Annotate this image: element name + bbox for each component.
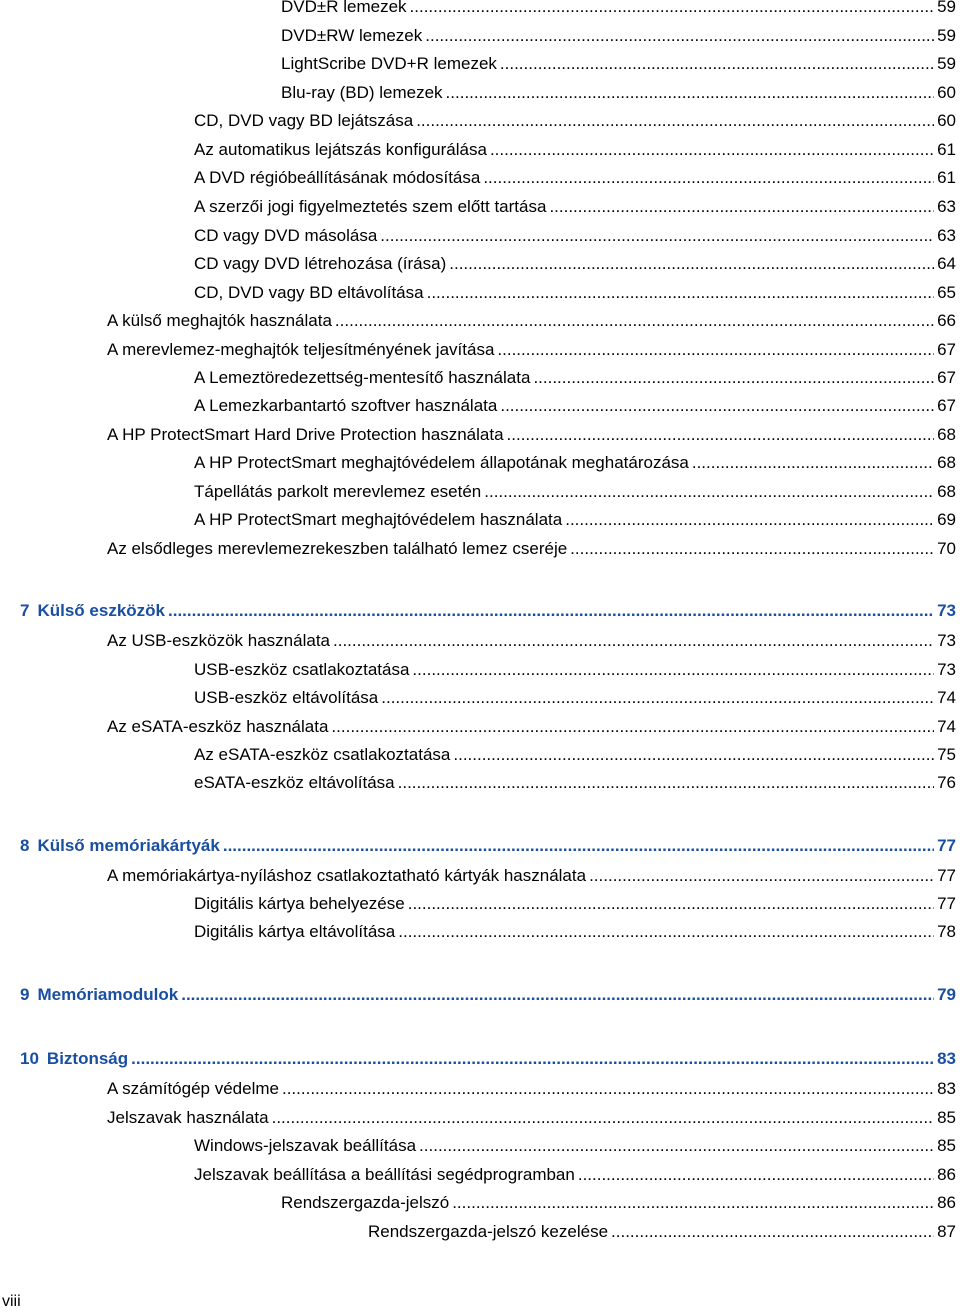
toc-entry-page: 77 (937, 894, 956, 913)
toc-chapter-name: Külső eszközök (37, 601, 166, 620)
toc-entry-title: CD, DVD vagy BD lejátszása (194, 111, 414, 130)
toc-entry[interactable] (281, 52, 956, 76)
toc-entry-title: USB-eszköz eltávolítása (194, 688, 379, 707)
toc-leader-dots (453, 743, 934, 767)
toc-entry[interactable] (107, 537, 956, 561)
toc-entry-title: eSATA-eszköz eltávolítása (194, 773, 395, 792)
footer-page-number: viii (2, 1293, 21, 1310)
toc-entry[interactable] (194, 224, 956, 248)
toc-entry-title: LightScribe DVD+R lemezek (281, 54, 497, 73)
toc-entry-title: Az automatikus lejátszás konfigurálása (194, 140, 487, 159)
toc-entry[interactable] (194, 480, 956, 504)
toc-entry-page: 75 (937, 745, 956, 764)
toc-entry-page: 78 (937, 922, 956, 941)
toc-leader-dots (589, 864, 934, 888)
toc-entry-page: 73 (937, 631, 956, 650)
toc-leader-dots (549, 195, 934, 219)
toc-leader-dots (380, 224, 934, 248)
toc-leader-dots (533, 366, 934, 390)
toc-leader-dots (449, 252, 934, 276)
toc-chapter-page: 73 (937, 601, 956, 620)
toc-entry-page: 60 (937, 83, 956, 102)
toc-entry-title: A HP ProtectSmart meghajtóvédelem használata (194, 510, 563, 529)
toc-entry-page: 67 (937, 340, 956, 359)
toc-chapter-title (20, 834, 220, 858)
toc-entry-title: A külső meghajtók használata (107, 311, 332, 330)
toc-entry-page: 76 (937, 773, 956, 792)
toc-chapter-page: 83 (937, 1049, 956, 1068)
toc-leader-dots (131, 1047, 934, 1071)
toc-entry-title: CD vagy DVD létrehozása (írása) (194, 254, 447, 273)
toc-entry-title: A DVD régióbeállításának módosítása (194, 168, 481, 187)
toc-entry-page: 61 (937, 140, 956, 159)
toc-leader-dots (490, 138, 934, 162)
toc-entry-page: 67 (937, 396, 956, 415)
toc-chapter-page: 77 (937, 836, 956, 855)
toc-leader-dots (282, 1077, 934, 1101)
toc-entry[interactable] (194, 743, 956, 767)
toc-entry[interactable] (368, 1220, 956, 1244)
toc-entry-page: 86 (937, 1165, 956, 1184)
toc-entry-title: Blu-ray (BD) lemezek (281, 83, 443, 102)
toc-chapter-number: 7 (20, 601, 30, 620)
toc-entry[interactable] (194, 508, 956, 532)
toc-entry-title: A Lemezkarbantartó szoftver használata (194, 396, 498, 415)
toc-entry-title: DVD±RW lemezek (281, 26, 423, 45)
toc-chapter-title (20, 1047, 128, 1071)
toc-entry[interactable] (107, 1106, 956, 1130)
toc-chapter-number: 8 (20, 836, 30, 855)
toc-leader-dots (412, 658, 934, 682)
toc-entry[interactable] (107, 629, 956, 653)
toc-entry-page: 66 (937, 311, 956, 330)
toc-leader-dots (692, 451, 934, 475)
toc-leader-dots (484, 480, 934, 504)
toc-entry-title: A HP ProtectSmart meghajtóvédelem állapotának meghatározása (194, 453, 689, 472)
toc-chapter-name: Memóriamodulok (37, 985, 179, 1004)
toc-entry[interactable] (194, 451, 956, 475)
toc-chapter[interactable] (20, 834, 956, 858)
toc-entry-title: Rendszergazda-jelszó kezelése (368, 1222, 609, 1241)
toc-entry[interactable] (194, 366, 956, 390)
toc-entry-page: 69 (937, 510, 956, 529)
toc-chapter-name: Külső memóriakártyák (37, 836, 220, 855)
toc-entry[interactable] (194, 394, 956, 418)
toc-leader-dots (398, 771, 934, 795)
toc-entry-page: 59 (937, 54, 956, 73)
toc-leader-dots (500, 394, 934, 418)
toc-leader-dots (416, 109, 934, 133)
toc-entry-title: Tápellátás parkolt merevlemez esetén (194, 482, 482, 501)
toc-leader-dots (333, 629, 934, 653)
toc-leader-dots (497, 338, 934, 362)
toc-leader-dots (452, 1191, 934, 1215)
toc-entry-page: 70 (937, 539, 956, 558)
toc-entry-page: 83 (937, 1079, 956, 1098)
toc-leader-dots (223, 834, 934, 858)
toc-entry-title: Jelszavak beállítása a beállítási segédprogramban (194, 1165, 575, 1184)
toc-entry-title: A merevlemez-meghajtók teljesítményének javítása (107, 340, 495, 359)
toc-leader-dots (507, 423, 935, 447)
toc-entry-title: Rendszergazda-jelszó (281, 1193, 450, 1212)
toc-entry-page: 67 (937, 368, 956, 387)
toc-entry-page: 74 (937, 688, 956, 707)
toc-entry-page: 87 (937, 1222, 956, 1241)
toc-leader-dots (168, 599, 934, 623)
toc-entry-page: 68 (937, 425, 956, 444)
toc-entry[interactable] (194, 892, 956, 916)
toc-entry[interactable] (281, 24, 956, 48)
toc-chapter[interactable] (20, 1047, 956, 1071)
toc-entry-page: 77 (937, 866, 956, 885)
toc-entry[interactable] (107, 338, 956, 362)
toc-entry-page: 73 (937, 660, 956, 679)
toc-leader-dots (408, 892, 934, 916)
toc-entry[interactable] (194, 1134, 956, 1158)
toc-entry-title: A szerzői jogi figyelmeztetés szem előtt tartása (194, 197, 547, 216)
toc-leader-dots (425, 24, 934, 48)
toc-chapter-page: 79 (937, 985, 956, 1004)
toc-chapter[interactable] (20, 599, 956, 623)
toc-chapter[interactable] (20, 983, 956, 1007)
toc-entry-title: Digitális kártya eltávolítása (194, 922, 396, 941)
toc-entry-title: CD vagy DVD másolása (194, 226, 378, 245)
toc-entry-title: DVD±R lemezek (281, 0, 407, 16)
toc-leader-dots (427, 281, 934, 305)
toc-entry-page: 86 (937, 1193, 956, 1212)
toc-leader-dots (483, 166, 934, 190)
toc-entry-page: 61 (937, 168, 956, 187)
toc-entry-page: 60 (937, 111, 956, 130)
toc-leader-dots (578, 1163, 934, 1187)
toc-entry-page: 74 (937, 717, 956, 736)
toc-entry-title: A memóriakártya-nyíláshoz csatlakoztatható kártyák használata (107, 866, 587, 885)
toc-chapter-title (20, 983, 178, 1007)
toc-leader-dots (419, 1134, 934, 1158)
toc-entry-title: Az USB-eszközök használata (107, 631, 330, 650)
toc-entry-title: CD, DVD vagy BD eltávolítása (194, 283, 424, 302)
toc-chapter-title (20, 599, 165, 623)
toc-entry-page: 68 (937, 482, 956, 501)
toc-entry-title: USB-eszköz csatlakoztatása (194, 660, 410, 679)
toc-leader-dots (335, 309, 934, 333)
toc-entry-page: 59 (937, 26, 956, 45)
toc-entry-page: 63 (937, 226, 956, 245)
toc-entry-title: A Lemeztöredezettség-mentesítő használata (194, 368, 531, 387)
toc-leader-dots (331, 715, 934, 739)
toc-entry[interactable] (281, 81, 956, 105)
toc-entry[interactable] (281, 0, 956, 19)
toc-entry[interactable] (194, 195, 956, 219)
toc-entry-page: 59 (937, 0, 956, 16)
toc-entry[interactable] (194, 138, 956, 162)
toc-entry[interactable] (107, 1077, 956, 1101)
toc-leader-dots (398, 920, 934, 944)
toc-entry-page: 85 (937, 1136, 956, 1155)
toc-entry[interactable] (194, 109, 956, 133)
toc-entry-title: A HP ProtectSmart Hard Drive Protection használata (107, 425, 504, 444)
toc-leader-dots (565, 508, 934, 532)
toc-leader-dots (570, 537, 934, 561)
toc-leader-dots (181, 983, 934, 1007)
toc-leader-dots (500, 52, 934, 76)
toc-entry[interactable] (194, 1163, 956, 1187)
toc-chapter-name: Biztonság (46, 1049, 129, 1068)
toc-entry[interactable] (281, 1191, 956, 1215)
toc-chapter-number: 10 (20, 1049, 39, 1068)
toc-entry-page: 65 (937, 283, 956, 302)
toc-entry-title: Windows-jelszavak beállítása (194, 1136, 417, 1155)
toc-entry[interactable] (194, 920, 956, 944)
toc-entry[interactable] (194, 658, 956, 682)
toc-entry-page: 63 (937, 197, 956, 216)
toc-entry-title: Jelszavak használata (107, 1108, 269, 1127)
toc-entry[interactable] (107, 864, 956, 888)
toc-entry[interactable] (194, 686, 956, 710)
toc-entry[interactable] (194, 281, 956, 305)
toc-entry-title: Az eSATA-eszköz használata (107, 717, 329, 736)
toc-entry-title: Digitális kártya behelyezése (194, 894, 405, 913)
toc-entry[interactable] (107, 309, 956, 333)
toc-entry[interactable] (107, 423, 956, 447)
toc-entry-page: 64 (937, 254, 956, 273)
toc-chapter-number: 9 (20, 985, 30, 1004)
toc-leader-dots (381, 686, 934, 710)
toc-entry-title: Az elsődleges merevlemezrekeszben található lemez cseréje (107, 539, 568, 558)
toc-leader-dots (410, 0, 935, 19)
toc-leader-dots (446, 81, 935, 105)
toc-entry[interactable] (107, 715, 956, 739)
toc-entry[interactable] (194, 252, 956, 276)
toc-entry-title: A számítógép védelme (107, 1079, 279, 1098)
toc-entry-title: Az eSATA-eszköz csatlakoztatása (194, 745, 451, 764)
toc-leader-dots (611, 1220, 934, 1244)
toc-leader-dots (272, 1106, 934, 1130)
toc-entry-page: 85 (937, 1108, 956, 1127)
toc-entry-page: 68 (937, 453, 956, 472)
toc-entry[interactable] (194, 771, 956, 795)
toc-entry[interactable] (194, 166, 956, 190)
